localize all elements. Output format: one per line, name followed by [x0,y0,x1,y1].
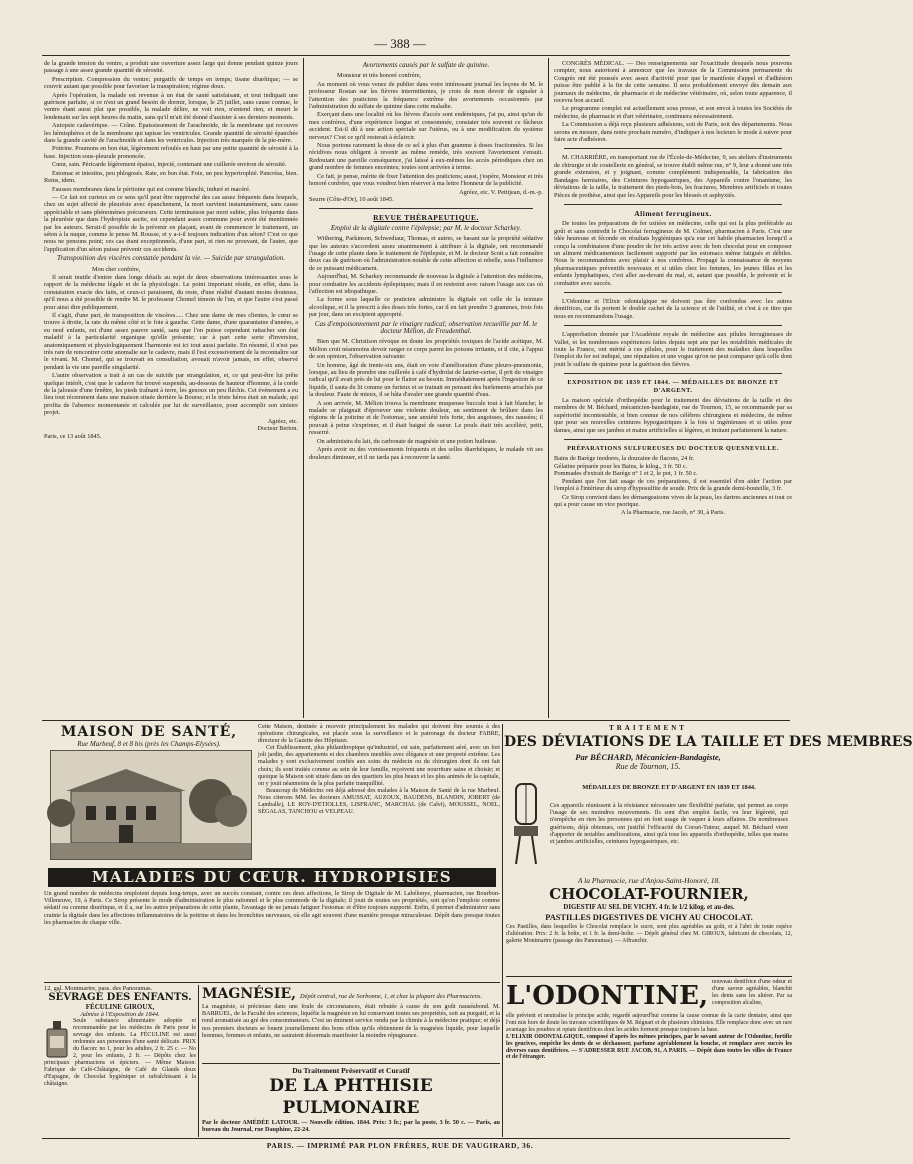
ad-pretitle: A la Pharmacie, rue d'Anjou-Saint-Honoré, 18. [577,876,721,885]
ad-text: elle prévient et neutralise le principe acide, regardé aujourd'hui comme la cause connue de la carie dentaire, ainsi que l'ont mis hors de doute les travaux scientifiques de M. Régnart et de plusieurs chimistes. Elle remplace donc avec un rare avantage les poudres et opiats dentifrices dont les acides forment presque toujours la base. [506,1013,792,1033]
article-text: Bien que M. Christison révoque en doute les propriétés toxiques de l'acide acétique, M. Mélion croit néanmoins devoir ranger ce corps parmi les poisons irritants, et il cite, à l'appui de son opinion, l'observation suivante: [309,338,543,361]
ad-title-line [504,732,913,752]
ad-text: Beaucoup de Médecins ont déjà adressé des malades à la Maison de Santé de la rue Marbeuf. Nous citerons MM. les docteurs AMUSSAT, AUZOUX, BAUDENS, BLANDIN, JOBERT (de Lamballe), LE ROY-D'ETIOLLES, LISFRANC, MARCHAL (de Calvi), MOUSSEL, NOEL, SÉGALAS, TANCHOU et VELPEAU. [258,787,500,816]
ad-text: La magnésie, si précieuse dans une foule de circonstances, était rebutée à cause de son goût nauséabond. M. BARRUEL, de la Faculté des sciences, liquéfie la magnésie en lui conservant toutes ses propriétés, soit au purgatif, et la rend aromatisée au gré des consommateurs. C'est un éminent service rendu par la chimie à la médecine pratique; et déjà nos premiers docteurs se louent journellement des bons effets qu'ils obtiennent de la magnésie liquide, pour laquelle hommes, femmes et enfants, ne sauraient désormais manifester la moindre répugnance. [202,1003,501,1039]
article-text: Withering, Parkinson, Schwediaur, Thomas, et autres, se basant sur la propriété sédative que les auteurs s'accordent assez unanimement à attribuer à la digitale, ont recommandé l'usage de cette plante dans le traitement de l'épilepsie, et M. le docteur Scott a fait connaître deux cas de guérison où l'administration notable de cette affection si rebelle, sous l'influence de ce puissant médicament. [309,235,543,272]
article-text: Exerçant dans une localité où les fièvres d'accès sont endémiques, j'ai pu, ainsi qu'un de mes confrères, d'une expérience longue et consommée, constater très souvent ce fâcheux accident. Est-il dû à une action spéciale sur l'utérus, ou à une modification du système nerveux? C'est ce qu'il resterait à éclaircir. [309,111,543,141]
article-text: Il serait inutile d'entrer dans longs détails au sujet de deux observations intéressantes sous le rapport de la médecine légale et de la physiologie. Le point important réside, en effet, dans la constatation exacte des faits, et ceux-ci paraissent, du reste, d'une réalité d'autant moins douteuse, qu'il nous a été possible de rendre M. le professeur Chomel témoin de l'un, et que l'autre s'est passé pour ainsi dire publiquement. [44,273,298,311]
ad-title: ET DES MEMBRES [762,734,913,750]
ad-subtitle: Admise à l'Exposition de 1844. [80,1011,160,1018]
article-text: Ce fait, je pense, mérite de fixer l'attention des praticiens; aussi, j'espère, Monsieur et très honoré confrère, que vous voudrez bien réserver à ma lettre l'honneur de la publicité. [309,172,543,188]
ad-brand: FÉCULINE GIROUX, [85,1003,155,1011]
article-text: Après avoir eu des vomissements fréquents et des selles diarrhéiques, le malade vit ses douleurs diminuer, et il ne tarda pas à recouvrer la santé. [309,446,543,461]
ad-title: DES DÉVIATIONS [504,734,645,750]
ad-banner: TRAITEMENT [609,724,687,732]
ad-title-secondary: PASTILLES DIGESTIVES DE VICHY AU CHOCOLAT. [545,913,753,922]
footer-rule [42,1138,790,1139]
ad-text: Ces Pastilles, dans lesquelles le Chocolat remplace le sucre, sont plus agréables au goût, et à l'abri de toute espèce d'altération. Prix: 2 fr. la boîte, et 1 fr. la demi-boîte. — Dépôt général chez M. GIROUX, fabricant de chocolats, 12, galerie Montmartre (passage des Panoramas). — Affranchir. [506,924,792,944]
ad-address: Rue de Tournon, 15. [615,762,681,771]
ad-maison-sante-text [258,724,500,866]
article-text: Poitrine. Poumons en bon état, légèrement refoulés en haut par une petite quantité de sérosité à la base. Injection sous-pleurale prononcée. [44,145,298,160]
corset-engraving [506,780,546,866]
header-rule [42,55,790,56]
ad-maison-sante-header [44,724,254,748]
ad-title: DE LA TAILLE [648,734,759,750]
notice-text: L'Odontine et l'Elixir odontalgique ne doivent pas être confondus avec les autres dentifrices, car ils portent le double cachet de la science et de l'utilité, et c'est à ce titre que nous en recommandons l'usage. [554,297,792,320]
article-text: Aujourd'hui, M. Scharkey recommande de nouveau la digitale à l'attention des médecins, pour combattre les accidents épileptiques; mais il en restreint avec raison l'usage aux cas où l'affection est idiopathique. [309,273,543,295]
price-line: Pommades d'extrait de Barège n° 1 et 2, le pot, 1 fr. 50 c. [554,470,698,478]
ads-vertical-divider [198,985,199,1137]
ads-divider [202,1063,500,1064]
article-text: Après l'opération, la malade est revenue à un état de santé satisfaisant, et tout indiquait une guérison parfaite, si ce n'est un grand besoin de dormir, lorsque, le 25 juillet, sans cause connue, le ventre étant aussi plat que possible, la malade délire, ne voit rien, n'entend rien, et meurt le lendemain sur les sept heures du matin, sans qu'il m'ait été donné d'assister à ses derniers moments. [44,91,298,121]
ad-text: Seule substance alimentaire adoptée et recommandée par les médecins de Paris pour le sevrage des enfants. La FÉCULINE est aussi ordonnée aux personnes d'une santé délicate. PRIX du flacon: no 1, pour les adultes, 2 fr. 25 c. — No 2, pour les enfants, 2 fr. — Dépôts chez les principaux pharmaciens et épiciers. — Même Maison: Fabrique de Café-Châtaigne, de Café de Glands doux d'Espagne, de Chocolat hygiénique et rafraîchissant à la châtaigne. [44,1018,196,1087]
ads-vertical-divider [502,724,503,1137]
dateline: Seurre (Côte-d'Or), 10 août 1845. [309,195,394,203]
news-item: La Commission a déjà reçu plusieurs adhésions, soit de Paris, soit des départements. Nous serons en mesure, dans notre prochain numéro, d'indiquer à nos lecteurs le mode à suivre pour faire acte d'adhésion. [554,121,792,144]
dateline: Paris, ce 13 août 1845. [44,432,102,440]
article-text: Un homme, âgé de trente-six ans, était en voie d'amélioration d'une pleuro-pneumonie, lorsque, au lieu de prendre une cuillerée à café d'hydrolat de laurier-cerise, il prit du vinaigre radical qu'il avait près de lui pour le flairer au besoin. Immédiatement après l'ingestion de ce liquide, il sauta du lit comme un furieux et se trainait en pensant des hurlements arrachés par la douleur. Faute de mieux, il se hâta d'avaler une grande quantité d'eau. [309,361,543,399]
ad-phthisie [202,1066,500,1136]
ad-title: SÈVRAGE DES ENFANTS. [48,992,192,1003]
ad-address: 12, gal. Montmartre, pass. des Panoramas. [44,985,153,992]
ad-text: Par le docteur AMÉDÉE LATOUR. — Nouvelle édition. 1844. Prix: 3 fr.; par la poste, 3 fr. 50 c. — Paris, au bureau du Journal, rue Dauphine, 22-24. [202,1119,500,1134]
ad-text: L'ELIXIR ODONTALGIQUE, composé d'après les mêmes principes, par le savant auteur de l'Odontine, fortifie les gencives, empêche les dents de se déchausser, parfume agréablement la bouche, et remplace avec succès les diverses eaux dentifrices. — S'ADRESSER RUE JACOB, 91, A PARIS. — Dépôt dans toutes les villes de France et de l'étranger. [506,1033,792,1061]
signature-closing: Agréez, etc. [267,417,298,425]
article-text: Autopsie cadavérique. — Crâne. Épaississement de l'arachnoïde, de la membrane qui recouvre les hémisphères et de la membrane qui tapisse les ventricules. Grande quantité de sérosité épanchée dans la grande cavité de l'arachnoïde et dans les ventricules. Injection très marquée de la pie-mère. [44,122,298,145]
price-line: Bains de Barège inodores, la douzaine de flacons, 24 fr. [554,455,695,463]
salutation: Monsieur et très honoré confrère, [337,72,422,80]
signature: Agréez, etc. V. Petitjean, d.-m.-p. [459,188,543,196]
price-line: Gélatine préparée pour les Bains, le kilog., 3 fr. 50 c. [554,462,688,470]
ad-text: Un grand nombre de médecins emploient depuis long-temps, avec un succès constant, contre ces deux affections, le Sirop de Digitale de M. Labélonye, pharmacien, rue Bourbon-Villeneuve, 19, à Paris. Ce Sirop présente le mode d'administration le plus rationnel et le plus commode de la digitale; il jouit de toutes ses propriétés, soit qu'on l'emploie comme sédatif ou comme diurétique, et il a, sur les autres préparations de cette plante, l'avantage de ne jamais fatiguer l'estomac et d'être toujours supporté. Enfin, il permet d'administrer sans crainte la digitale dans les affections inflammatoires de la poitrine et dans les bronchites nerveuses, où elle agit souvent d'une manière presque miraculeuse. Dépôt dans presque toutes les pharmacies de chaque ville. [44,890,500,926]
ads-divider [44,982,500,983]
section-divider [564,292,782,293]
ad-magnesie [202,985,500,1061]
ad-odontine [506,979,792,1137]
news-item: CONGRÈS MÉDICAL. — Des renseignements sur l'exactitude desquels nous pouvons compter, nous autorisent à annoncer que les travaux de la Commission permanente du Congrès ont été poussés avec assez d'activité pour que le manifeste d'appel et d'adhésion puisse être publié à la fin de cette semaine. Il sera probablement envoyé dès demain aux journaux de médecine, de pharmacie et de médecine vétérinaire, où, selon toute apparence, il recevra bon accueil. [554,60,792,105]
section-title: REVUE THÉRAPEUTIQUE. [373,213,479,223]
notice-text: Ce Sirop convient dans les démangeaisons vives de la peau, les dartres anciennes et tout ce qui a pour cause un vice psorique. [554,493,792,508]
ad-text: Cet Établissement, plus philanthropique qu'industriel, est sain, parfaitement aéré, avec un fort joli jardin, des appartements et des chambres meublés avec élégance et une propreté extrême. Les malades y sont exclusivement confiés aux soins du médecin ou du chirurgien dont ils ont fait choix; ils sont traités comme au sein de leur famille, reçoivent une nourriture saine et choisie; et quoique la Maison soit située dans un des quartiers les plus beaux et les plus animés de la capitale, on y jouit néanmoins de la plus parfaite tranquillité. [258,745,500,787]
bottle-engraving [44,1020,70,1058]
ad-title: DE LA PHTHISIE PULMONAIRE [269,1076,433,1118]
notice-heading: PRÉPARATIONS SULFUREUSES DU DOCTEUR QUESNEVILLE. [567,445,779,453]
article-text: On administra du lait, du carbonate de magnésie et une potion huileuse. [317,437,498,445]
article-text: de la grande tension du ventre, a produit une ouverture assez large qui donne pendant quinze jours passage à une assez grande quantité de sérosité. [44,60,298,75]
column-middle [309,60,543,716]
column-rule-2 [548,58,549,718]
ad-text: nouveau dentifrice d'une odeur et d'une saveur agréables, blanchit les dents sans les altérer. Par sa composition alcaline, [712,979,792,1006]
section-divider [564,204,782,205]
section-divider [564,373,782,374]
section-divider [564,439,782,440]
ad-sevrage [44,985,196,1137]
article-text: Prescription. Compression du ventre; purgatifs de temps en temps; tisane diurétique; — se couvrir autant que possible pour favoriser la transpiration; régime doux. [44,75,298,91]
notice-text: De toutes les préparations de fer usitées en médecine, celle qui est la plus préférable au goût et sans contredit le Chocolat ferrugineux de M. Colmet, pharmacien à Paris. C'est une idée heureuse et féconde en résultats hygiéniques qu'a eue cet habile pharmacien lorsqu'il a conçu la combinaison d'une poudre de fer très active avec de bon chocolat pour en composer un aliment médicamenteux facilement supporté par les estomacs même fatigués et débiles. Nous le recommandons avec plaisir à nos confrères. Propagé la connaissance de moyens pharmaceutiques préventifs nouveaux et si utiles chez les femmes, les jeunes filles et les enfants lymphatiques, c'est aller au-devant du mal, et, autant que possible, le prévenir et le combattre avec succès. [554,220,792,287]
ad-title: MAGNÉSIE, [202,986,296,1002]
ad-maladies-coeur [44,868,500,980]
ad-title: L'ODONTINE, [506,981,708,1011]
notice-heading: Aliment ferrugineux. [634,208,712,218]
column-left [44,60,298,716]
ad-text: Ces appareils réunissent à la résistance nécessaire une flexibilité parfaite, qui permet au corps l'usage de ses moindres mouvements. Ils sont d'un emploi facile, vu leur légèreté, qui n'empêche en rien les personnes qui en font usage de vaquer à leurs affaires. De nombreuses guérisons, déjà obtenues, ont justifié l'efficacité du Corset-Tuteur, auquel M. Béchard vient d'apporter de notables améliorations, ainsi qu'à tous les appareils d'orthopédie, telles que mains et jambes artificielles, ceintures hypogastriques, etc. [550,802,788,846]
notice-address: A la Pharmacie, rue Jacob, n° 30, à Paris. [621,509,725,517]
ad-subtitle: Rue Marbeuf, 8 et 8 bis (près les Champs-Elysées). [77,740,221,748]
notice-text: Pendant que l'on fait usage de ces préparations, il est essentiel d'en aider l'action par l'emploi à l'intérieur du sirop d'hyposulfite de soude. Prix de la grande demi-bouteille, 3 fr. [554,477,792,493]
ad-title: CHOCOLAT-FOURNIER, [549,885,749,903]
article-text: — Ce fait est curieux en ce sens qu'il peut être rapproché des cas assez fréquents dans lesquels, chez un sujet affecté de pleurésie avec épanchement, la mort survient instantanément, sans cause appréciable et sans phénomènes précurseurs. Cette terminaison par mort subite, plus fréquente dans la pleurésie que dans l'hydropisie ascite, est cependant assez commune pour avoir été mentionnée par les auteurs. Serait-il possible de la prévenir en plaçant, avant de commencer le traitement, un séton à la nuque, comme le pense M. Rousse, et y a-t-il toujours indication d'un séton? C'est ce que nous ne pensons point; ces cas étant exceptionnels, d'une part, et rien ne prouvant, de l'autre, que l'application d'un séton puisse prévenir ces accidents. [44,193,298,253]
imprint-footer: PARIS. — IMPRIMÉ PAR PLON FRÈRES, RUE DE VAUGIRARD, 36. [266,1141,534,1150]
salutation: Mon cher confrère, [92,265,141,273]
article-text: Fausses membranes dans le péritoine qui est comme blanchi, induré et macéré. [52,185,251,193]
ads-top-rule [42,720,790,721]
notice-charriere: M. CHARRIÈRE, en transportant rue de l'École-de-Médecine, 9, ses ateliers d'instruments de chirurgie et de coutellerie en général, se trouve établi même rue, n° 9, leur a donné une très grande extension, et y joignant, comme complément indispensable, la fabrication des Bandages herniaires, des Ceintures hypogastriques, des Appareils contre l'onanisme, les déviations de la taille, le traitement des pieds-bots, les fractures, Membres artificiels et toutes Pièces de prothèse, ainsi que les Appareils pour les blessés et asphyxiés. [554,154,792,199]
article-text: Il s'agit, d'une part, de transposition de viscères..... Chez une dame de mes clientes, le cœur se trouve à droite, la rate du même côté et le foie à gauche. Cette dame, d'une quarantaine d'années, a eu neuf enfants, est d'une assez pauvre santé, sans que l'on puisse cependant rattacher son état maladif à la particularité organique qu'elle présente; car à part cette sorte d'inversion, anatomiquement et physiologiquement l'harmonie est ici tout aussi parfaite. En résumé, il n'est pas très rare de rencontrer cette anomalie sur le cadavre, mais il l'est excessivement de la reconnaître sur le vivant. M. Chomel, qui se trouvait en consultation, avouait n'avoir jamais, en effet, observé pendant la vie une pareille singularité. [44,312,298,371]
maison-sante-engraving [50,750,252,860]
ad-title: MAISON DE SANTÉ, [60,724,238,740]
article-text: La forme sous laquelle ce praticien administre la digitale est celle de la teinture alcoolique, et il la prescrit à des doses très fortes, car il en fait prendre 3 grammes, trois fois par jour, dans un excipient approprié. [309,296,543,319]
ad-subtitle: DIGESTIF AU SEL DE VICHY. 4 fr. le 1/2 kilog. et au-des. [563,904,735,911]
notice-text: L'approbation donnée par l'Académie royale de médecine aux pilules ferrugineuses de Vallet, et les nombreuses expériences faites depuis sept ans par les notabilités médicales de toute la France, ont mérité à ces pilules, pour le traitement des maladies dans lesquelles l'emploi du fer est indiqué, une réputation et une vogue qu'on ne peut comparer qu'à celle dont jouit le sulfate de quinine pour la guérison des fièvres. [554,331,792,368]
ad-title-line [506,979,792,1013]
news-item: Le programme complet est actuellement sous presse, et son envoi à toutes les Sociétés de médecine, de pharmacie et d'art vétérinaire, continuera nécessairement. [554,105,792,120]
article-heading: Cas d'empoisonnement par le vinaigre radical; observation recueillie par M. le docteur Mélion, de Freudenthal. [314,319,538,335]
article-heading: Emploi de la digitale contre l'épilepsie; par M. le docteur Scharkey. [330,223,522,232]
notice-text: La maison spéciale d'orthopédie pour le traitement des déviations de la taille et des membres de M. Béchard, mécanicien-bandagiste, rue de Tournon, 15, se recommande par sa supériorité incontestable, si bien connue de nos célèbres chirurgiens et médecins, de même que pour ses nouvelles ceintures hypogastriques à la fois si ingénieuses et si utiles pour dames, ainsi que ses jambes et mains artificielles si légères, et imitant parfaitement la nature. [554,397,792,434]
signature-name: Docteur Berton. [257,425,298,433]
article-heading: Transposition des viscères constatée pendant la vie. — Suicide par strangulation. [57,254,285,263]
ad-title: MALADIES DU CŒUR. HYDROPISIES [48,868,496,887]
ad-text: Cette Maison, destinée à recevoir principalement les malades qui doivent être soumis à des opérations chirurgicales, est placée sous la surveillance et le patronage du docteur FABRE, directeur de la Gazette des Hôpitaux. [258,724,500,745]
ad-maker: Par BÉCHARD, Mécanicien-Bandagiste, [575,752,721,762]
section-divider [319,208,533,209]
article-text: Au moment où vous venez de publier dans votre intéressant journal les leçons de M. le professeur Rostan sur les fièvres intermittentes, je crois de mon devoir de signaler à l'attention des praticiens la fréquence extrême des avortements occasionnés par l'administration du sulfate de quinine dans cette maladie. [309,80,543,111]
ad-chocolat-fournier [506,876,792,974]
article-text: A son arrivée, M. Mélion trouva la membrane muqueuse buccale tout à fait blanche; le malade se plaignait d'éprouver une violente douleur, un sentiment de brûlure dans les régions de la poitrine et de l'estomac, une anxiété très forte, des angoisses, des nausées; il pouvait à peine s'exprimer, et il était baigné de sueur. Le pouls était très accéléré, petit, resserré. [309,399,543,437]
ad-title-line [202,985,500,1003]
article-text: Cœur, sain. Péricarde légèrement épaissi, injecté, contenant une cuillerée environ de sérosité. [52,161,287,169]
page-number: — 388 — [374,36,426,51]
article-heading: Avortements causés par le sulfate de quinine. [362,61,490,69]
column-right [554,60,792,716]
article-text: Estomac et intestins, peu phlogosés. Rate, en bon état. Foie, un peu hypertrophié. Pancréas, bien. Reins, idem. [44,169,298,185]
ad-deviations [504,724,913,874]
ad-depot: Dépôt central, rue de Sorbonne, 1, et chez la plupart des Pharmaciens. [300,993,482,1000]
section-divider [564,148,782,149]
ad-pretitle: Du Traitement Préservatif et Curatif [292,1066,410,1075]
notice-heading: EXPOSITION DE 1839 ET 1844. — MÉDAILLES DE BRONZE ET D'ARGENT. [567,379,779,394]
section-divider [564,325,782,326]
article-text: L'autre observation a trait à un cas de suicide par strangulation, et, ce qui peut-être lui prête quelque intérêt, c'est que le cadavre fut trouvé suspendu, au-dessous de hauteur d'homme, à la corde de la jalousie d'une fenêtre, les pieds traînant à terre, les genoux un peu fléchis. Cet événement a eu lieu tout récemment dans une maison située derrière la Bourse; et le triste héros était un malade, qui profita de l'absence momentanée et calculée par lui de surveillance, pour accomplir son sinistre projet. [44,372,298,417]
ad-medals: MÉDAILLES DE BRONZE ET D'ARGENT EN 1839 ET 1844. [582,784,756,791]
ads-divider [506,976,792,977]
article-text: Nous portons rarement la dose de ce sel à plus d'un gramme à doses fractionnées. Si les récidives nous obligent à revenir au même remède, très souvent l'avortement s'ensuit. Redoutant une pareille conséquence, j'ai laissé à eux-mêmes les accès périodiques chez un grand nombre de femmes enceintes; toutes sont arrivées à terme. [309,142,543,172]
column-rule-1 [303,58,304,718]
